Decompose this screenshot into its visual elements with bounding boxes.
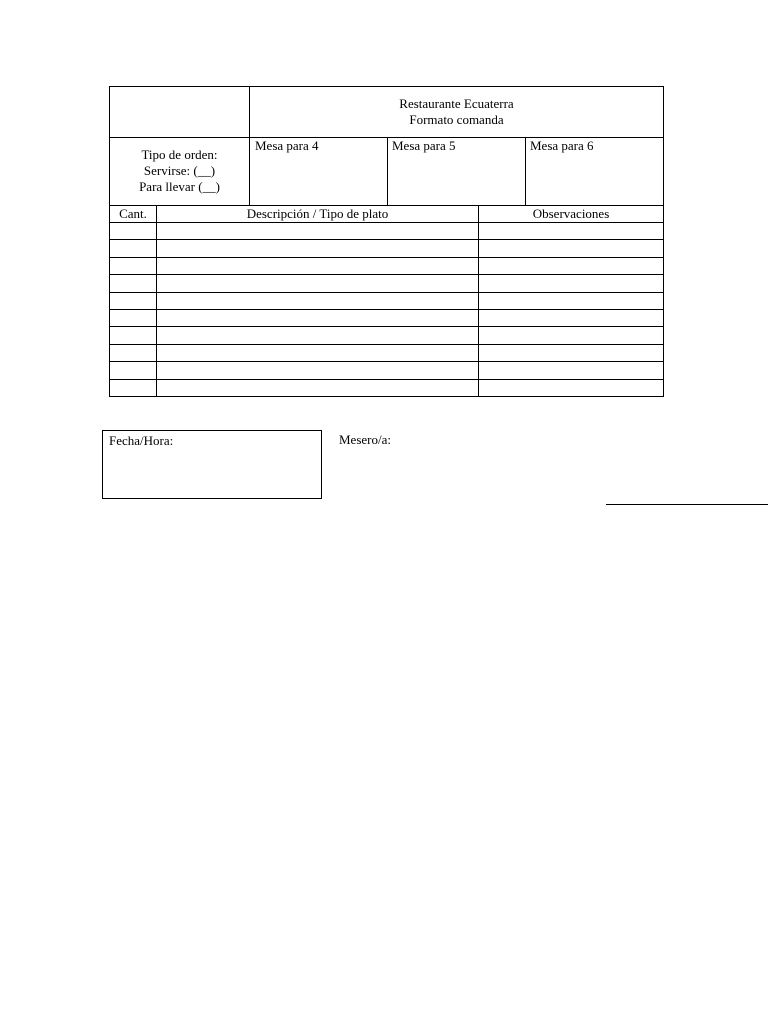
column-qty-header: Cant.	[119, 206, 147, 221]
table-row[interactable]	[109, 309, 664, 310]
table-row[interactable]	[109, 326, 664, 327]
table-row[interactable]	[109, 274, 664, 275]
takeout-label: Para llevar	[139, 179, 196, 194]
order-form	[109, 86, 664, 397]
table-divider-2	[525, 137, 526, 206]
dine-in-label: Servirse:	[143, 163, 191, 178]
date-time-label: Fecha/Hora:	[109, 433, 174, 448]
table-row[interactable]	[109, 257, 664, 258]
table-row[interactable]	[109, 379, 664, 380]
signature-line[interactable]	[606, 504, 768, 505]
table-row[interactable]	[109, 344, 664, 345]
table-divider-1	[387, 137, 388, 206]
column-description-header: Descripción / Tipo de plato	[246, 206, 389, 221]
table-option-4[interactable]: Mesa para 4	[255, 138, 319, 153]
order-type-dine-in	[110, 163, 249, 179]
column-divider-qty	[156, 205, 157, 397]
column-notes-header: Observaciones	[532, 206, 610, 221]
table-option-6[interactable]: Mesa para 6	[530, 138, 594, 153]
table-option-5[interactable]: Mesa para 5	[392, 138, 456, 153]
takeout-checkbox[interactable]: (__)	[198, 179, 220, 194]
column-divider-notes	[478, 205, 479, 397]
dine-in-checkbox[interactable]: (__)	[193, 163, 216, 178]
order-type-takeout	[110, 179, 249, 195]
waiter-label: Mesero/a:	[339, 432, 391, 447]
form-title: Formato comanda	[409, 112, 504, 127]
table-row[interactable]	[109, 361, 664, 362]
restaurant-name: Restaurante Ecuaterra	[399, 96, 514, 111]
table-row[interactable]	[109, 222, 664, 223]
table-row[interactable]	[109, 239, 664, 240]
order-type-title: Tipo de orden:	[141, 147, 218, 162]
table-row[interactable]	[109, 292, 664, 293]
